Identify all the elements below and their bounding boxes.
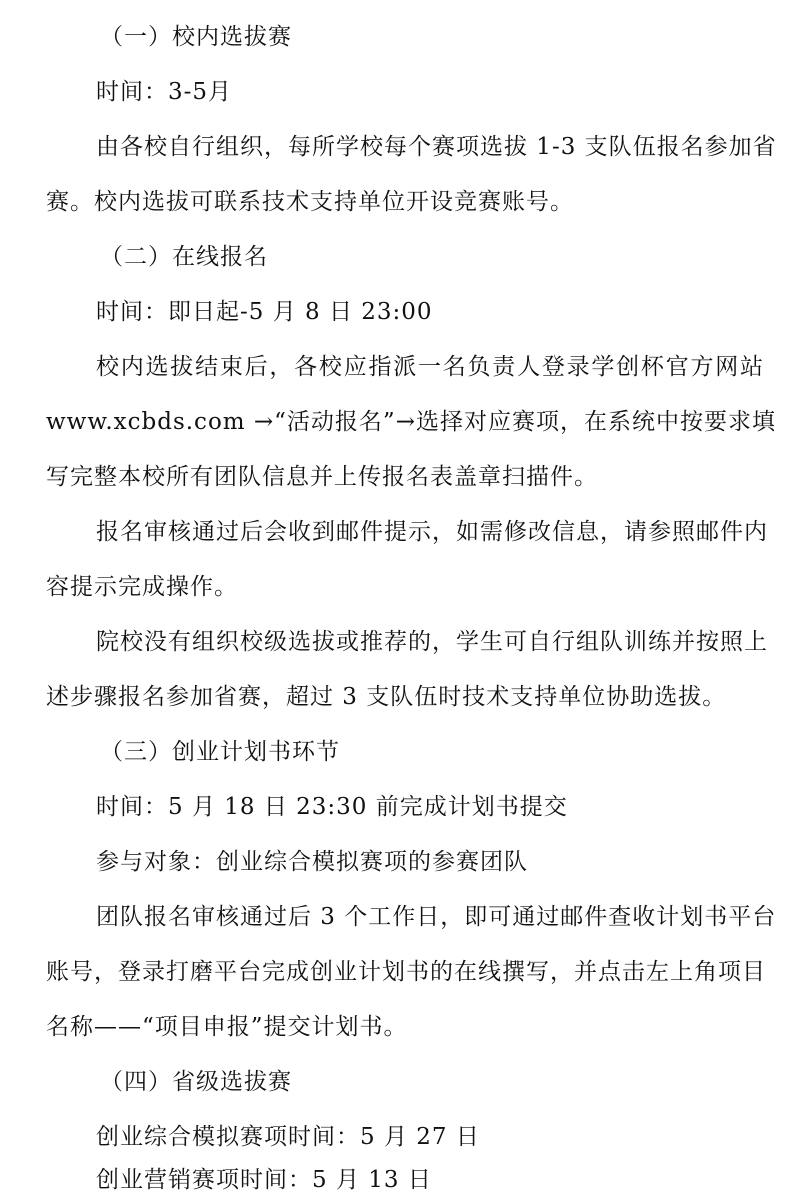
time-line-3: 时间：5 月 18 日 23:30 前完成计划书提交 — [96, 794, 568, 820]
section-heading-1: （一）校内选拔赛 — [100, 24, 292, 50]
paragraph-line: 赛。校内选拔可联系技术支持单位开设竞赛账号。 — [46, 189, 574, 215]
paragraph-line: www.xcbds.com →“活动报名”→选择对应赛项，在系统中按要求填 — [46, 409, 776, 435]
paragraph-line: 团队报名审核通过后 3 个工作日，即可通过邮件查收计划书平台 — [96, 904, 777, 930]
time-line-2: 时间：即日起-5 月 8 日 23:00 — [96, 299, 433, 325]
paragraph-line: 容提示完成操作。 — [46, 574, 238, 600]
time-line-4: 创业综合模拟赛项时间：5 月 27 日 — [96, 1124, 480, 1150]
time-line-5: 创业营销赛项时间：5 月 13 日 — [96, 1167, 432, 1193]
participants-line: 参与对象：创业综合模拟赛项的参赛团队 — [96, 849, 528, 875]
paragraph-line: 名称——“项目申报”提交计划书。 — [46, 1014, 408, 1040]
paragraph-line: 由各校自行组织，每所学校每个赛项选拔 1-3 支队伍报名参加省 — [96, 134, 777, 160]
section-heading-4: （四）省级选拔赛 — [100, 1069, 292, 1095]
paragraph-line: 写完整本校所有团队信息并上传报名表盖章扫描件。 — [46, 464, 598, 490]
paragraph-line: 述步骤报名参加省赛，超过 3 支队伍时技术支持单位协助选拔。 — [46, 684, 727, 710]
paragraph-line: 账号，登录打磨平台完成创业计划书的在线撰写，并点击左上角项目 — [46, 959, 766, 985]
paragraph-line: 报名审核通过后会收到邮件提示，如需修改信息，请参照邮件内 — [96, 519, 768, 545]
paragraph-line: 院校没有组织校级选拔或推荐的，学生可自行组队训练并按照上 — [96, 629, 768, 655]
paragraph-line: 校内选拔结束后，各校应指派一名负责人登录学创杯官方网站 — [96, 354, 764, 380]
section-heading-2: （二）在线报名 — [100, 244, 268, 270]
time-line-1: 时间：3-5月 — [96, 79, 233, 105]
section-heading-3: （三）创业计划书环节 — [100, 739, 340, 765]
